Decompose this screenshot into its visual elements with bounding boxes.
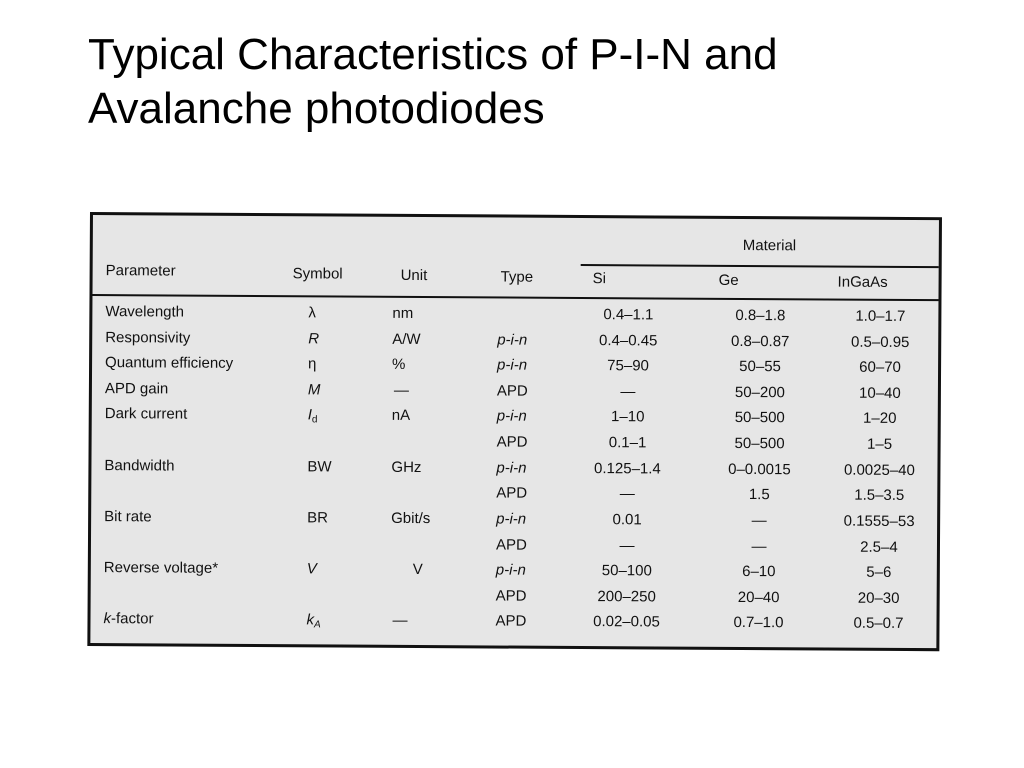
material-rule	[581, 264, 939, 268]
cell-symbol-text: V	[306, 560, 317, 578]
cell-symbol-text: R	[308, 329, 320, 348]
cell-ingaas: 10–40	[858, 384, 901, 402]
cell-symbol-text: BR	[307, 509, 329, 527]
cell-parameter-italic: k	[103, 610, 112, 628]
header-si: Si	[592, 270, 606, 288]
cell-type: APD	[495, 612, 527, 631]
cell-si: 0.125–1.4	[594, 459, 661, 478]
cell-ingaas: 0.0025–40	[843, 461, 915, 479]
cell-symbol	[307, 509, 328, 527]
cell-unit: —	[392, 612, 408, 630]
cell-parameter: Responsivity	[105, 328, 191, 347]
cell-ge: 0.7–1.0	[733, 614, 784, 632]
cell-type: APD	[496, 382, 528, 400]
cell-unit: —	[393, 381, 409, 399]
cell-ge: 0.8–0.87	[730, 332, 790, 350]
cell-unit: GHz	[391, 458, 422, 476]
cell-ingaas: 0.5–0.95	[850, 333, 910, 351]
cell-ingaas: 5–6	[866, 563, 892, 582]
cell-symbol	[308, 330, 319, 348]
cell-symbol-subscript: d	[311, 414, 318, 426]
cell-parameter: Reverse voltage*	[103, 559, 219, 577]
cell-symbol-text: I	[307, 406, 312, 424]
cell-ingaas: 60–70	[859, 358, 901, 377]
cell-ge: 20–40	[737, 588, 780, 607]
cell-type: p-i-n	[496, 510, 527, 528]
cell-ingaas: 1–5	[867, 435, 893, 453]
cell-unit: V	[412, 561, 423, 579]
cell-parameter: Bit rate	[104, 508, 152, 526]
cell-ingaas: 1.0–1.7	[855, 307, 906, 325]
header-rule	[92, 294, 938, 301]
cell-ge: 50–500	[734, 409, 785, 427]
cell-si: —	[620, 383, 636, 401]
cell-ingaas: 2.5–4	[860, 538, 898, 556]
cell-symbol-text: λ	[308, 304, 316, 322]
characteristics-table	[87, 212, 942, 651]
cell-type: p-i-n	[497, 331, 528, 349]
cell-ge: 0.8–1.8	[735, 306, 786, 325]
header-symbol: Symbol	[292, 265, 343, 283]
cell-symbol	[308, 381, 321, 399]
cell-type: p-i-n	[497, 356, 528, 374]
cell-unit: Gbit/s	[391, 509, 431, 528]
cell-ge: 1.5	[748, 486, 770, 504]
header-material: Material	[742, 236, 797, 255]
cell-ingaas: 20–30	[857, 589, 900, 607]
cell-si: 1–10	[611, 408, 645, 426]
cell-type: p-i-n	[496, 459, 527, 477]
cell-symbol	[308, 356, 316, 374]
cell-ge: —	[751, 537, 767, 555]
cell-type: APD	[495, 536, 527, 554]
cell-parameter: Wavelength	[105, 303, 185, 321]
header-type: Type	[500, 268, 534, 286]
cell-ingaas: 1–20	[863, 410, 897, 428]
cell-unit: A/W	[392, 330, 421, 348]
cell-parameter: Quantum efficiency	[105, 354, 234, 373]
cell-symbol-text: k	[306, 611, 315, 629]
cell-type: APD	[496, 433, 528, 451]
cell-si: 200–250	[597, 587, 656, 606]
cell-unit: nA	[391, 407, 411, 425]
cell-si: 75–90	[607, 357, 649, 375]
slide-title	[88, 28, 948, 136]
cell-symbol-text: M	[307, 381, 321, 399]
cell-symbol	[307, 458, 331, 476]
cell-symbol	[306, 612, 320, 635]
cell-parameter: APD gain	[104, 379, 169, 398]
header-ge: Ge	[718, 271, 739, 289]
cell-ge: 50–55	[739, 358, 781, 376]
cell-si: 0.4–1.1	[603, 306, 654, 324]
cell-type: p-i-n	[496, 407, 527, 426]
cell-ge: 50–200	[734, 383, 785, 402]
cell-si: 0.4–0.45	[598, 331, 658, 350]
cell-ge: 50–500	[734, 435, 785, 453]
cell-symbol-text: η	[308, 355, 317, 373]
cell-ingaas: 0.5–0.7	[853, 615, 904, 633]
cell-symbol	[308, 304, 316, 322]
cell-ingaas: 0.1555–53	[843, 512, 915, 530]
cell-parameter	[103, 611, 153, 629]
cell-si: —	[619, 536, 635, 554]
header-ingaas: InGaAs	[837, 273, 888, 291]
cell-type: APD	[495, 587, 527, 605]
cell-unit: nm	[392, 304, 414, 322]
cell-symbol	[308, 407, 318, 430]
cell-symbol-subscript: A	[313, 619, 321, 631]
cell-symbol	[307, 561, 317, 579]
cell-ge: 0–0.0015	[728, 460, 791, 479]
cell-si: 0.02–0.05	[593, 613, 660, 631]
cell-si: 0.1–1	[608, 434, 647, 452]
cell-ge: —	[751, 512, 767, 530]
header-unit: Unit	[400, 266, 428, 285]
cell-ingaas: 1.5–3.5	[854, 487, 905, 505]
slide-title-line-1: Typical Characteristics of P-I-N and	[88, 30, 778, 79]
cell-unit: %	[392, 356, 406, 374]
slide-title-line-2: Avalanche photodiodes	[88, 84, 545, 133]
cell-type: p-i-n	[495, 561, 526, 579]
cell-parameter: Dark current	[104, 405, 188, 424]
cell-symbol-text: BW	[307, 458, 332, 476]
header-parameter: Parameter	[105, 262, 176, 280]
cell-parameter-text: -factor	[110, 610, 154, 628]
cell-si: 0.01	[612, 511, 642, 529]
cell-ge: 6–10	[742, 563, 776, 581]
cell-type: APD	[496, 484, 528, 503]
cell-si: —	[619, 485, 635, 503]
cell-si: 50–100	[601, 562, 652, 580]
cell-parameter: Bandwidth	[104, 456, 175, 475]
